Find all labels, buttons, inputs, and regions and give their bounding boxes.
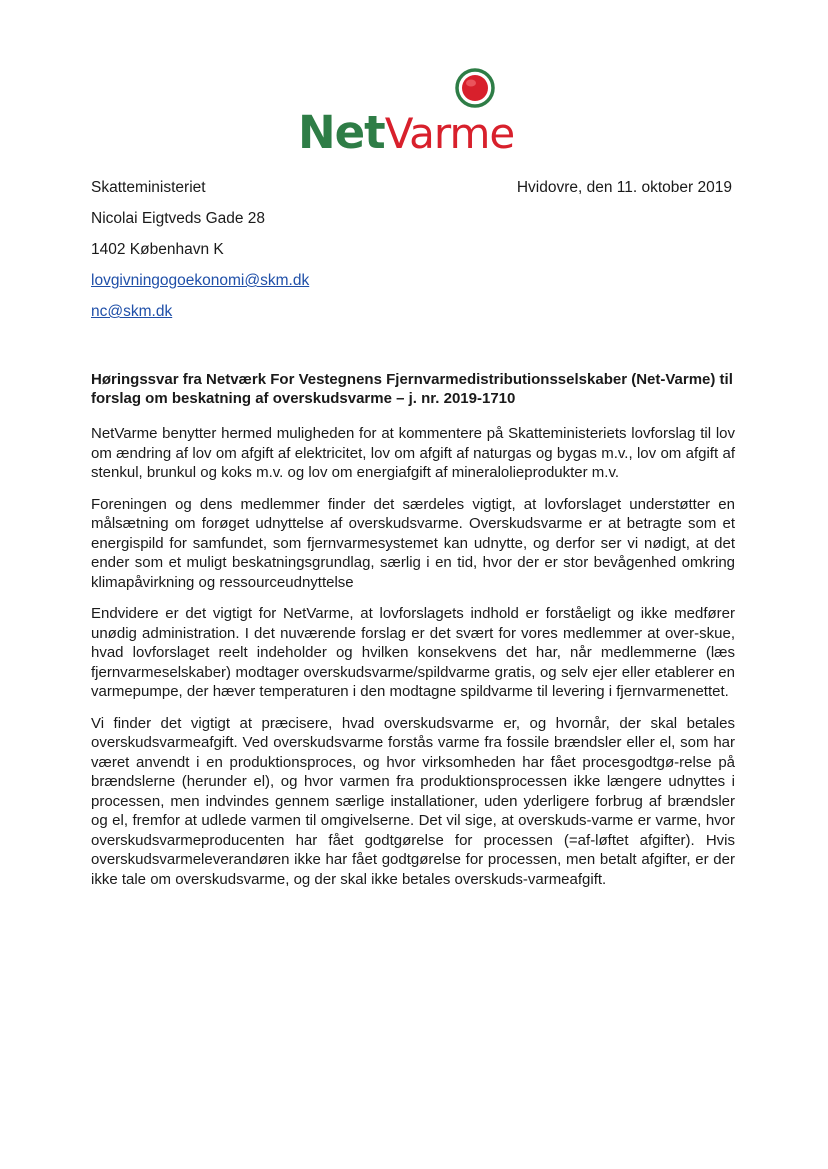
netvarme-logo xyxy=(298,62,528,162)
letter-subject: Høringssvar fra Netværk For Vestegnens Fjernvarmedistributionsselskaber (Net-Varme) til forslag om beskatning af overskudsvarme – j. nr. 2019-1710 xyxy=(91,371,733,407)
logo-net: Net xyxy=(298,106,385,159)
letter-date: Hvidovre, den 11. oktober 2019 xyxy=(516,179,732,196)
email-link-nc[interactable]: nc@skm.dk xyxy=(91,303,173,320)
recipient-street: Nicolai Eigtveds Gade 28 xyxy=(91,210,266,227)
paragraph: NetVarme benytter hermed muligheden for at kommentere på Skatteministeriets lovforslag til lov om ændring af lov om afgift af elektricitet, lov om afgift af naturgas og bygas m.v., lov om afgift af stenkul, brunkul og koks m.v. og lov om energiafgift af mineralolieprodukter m.v. xyxy=(91,425,735,481)
paragraph: Foreningen og dens medlemmer finder det særdeles vigtigt, at lovforslaget understøtter en målsætning om forøget udnyttelse af overskudsvarme. Overskudsvarme er at betragte som et energispild for samfundet, som fjernvarmesystemet kan udnytte, og derfor ser vi nødigt, at det ender som et muligt beskatningsgrundlag, særlig i en tid, hvor der er stor bevågenhed omkring klimapåvirkning og ressourceudnyttelse xyxy=(91,495,735,591)
email-link-lovgivning[interactable]: lovgivningogoekonomi@skm.dk xyxy=(91,272,310,289)
paragraph: Endvidere er det vigtigt for NetVarme, at lovforslagets indhold er forståeligt og ikke medfører unødig administration. I det nuværende forslag er det svært for vores medlemmer at over-skue, hvad lovforslaget reelt indeholder og hvilken konsekvens det har, når medlemmerne (læs fjernvarmeselskaber) modtager overskudsvarme/spildvarme gratis, og selv ejer eller etablerer en varmepumpe, der hæver temperaturen i den modtagne spildvarme til levering i fjernvarmenettet. xyxy=(91,605,735,700)
letter-body xyxy=(91,424,735,901)
recipient-address xyxy=(91,172,309,327)
recipient-city: 1402 København K xyxy=(91,241,224,258)
logo-dot-icon xyxy=(455,68,495,108)
paragraph: Vi finder det vigtigt at præcisere, hvad overskudsvarme er, og hvornår, der skal betales overskudsvarmeafgift. Ved overskudsvarme forstås varme fra fossile brændsler eller el, som har været anvendt i en produktionsproces, og hvor virksomheden har fået procesgodtgø-relse på brændslerne (herunder el), og hvor varmen fra produktionsprocessen ikke længere udnyttes i processen, men indvindes gennem særlige installationer, uden yderligere forbrug af brændsler og el, fremfor at udlede varmen til omgivelserne. Det vil sige, at overskuds-varme er varme, hvor overskudsvarmeproducenten har fået godtgørelse for processen (=af-løftet afgifter). Hvis overskudsvarmeleverandøren ikke har fået godtgørelse for processen, men betalt afgifter, er der ikke tale om overskudsvarme, og der skal ikke betales overskuds-varmeafgift. xyxy=(91,714,735,888)
logo-wordmark xyxy=(298,106,514,161)
logo-varme: Varme xyxy=(384,109,515,158)
recipient-name: Skatteministeriet xyxy=(91,179,206,196)
